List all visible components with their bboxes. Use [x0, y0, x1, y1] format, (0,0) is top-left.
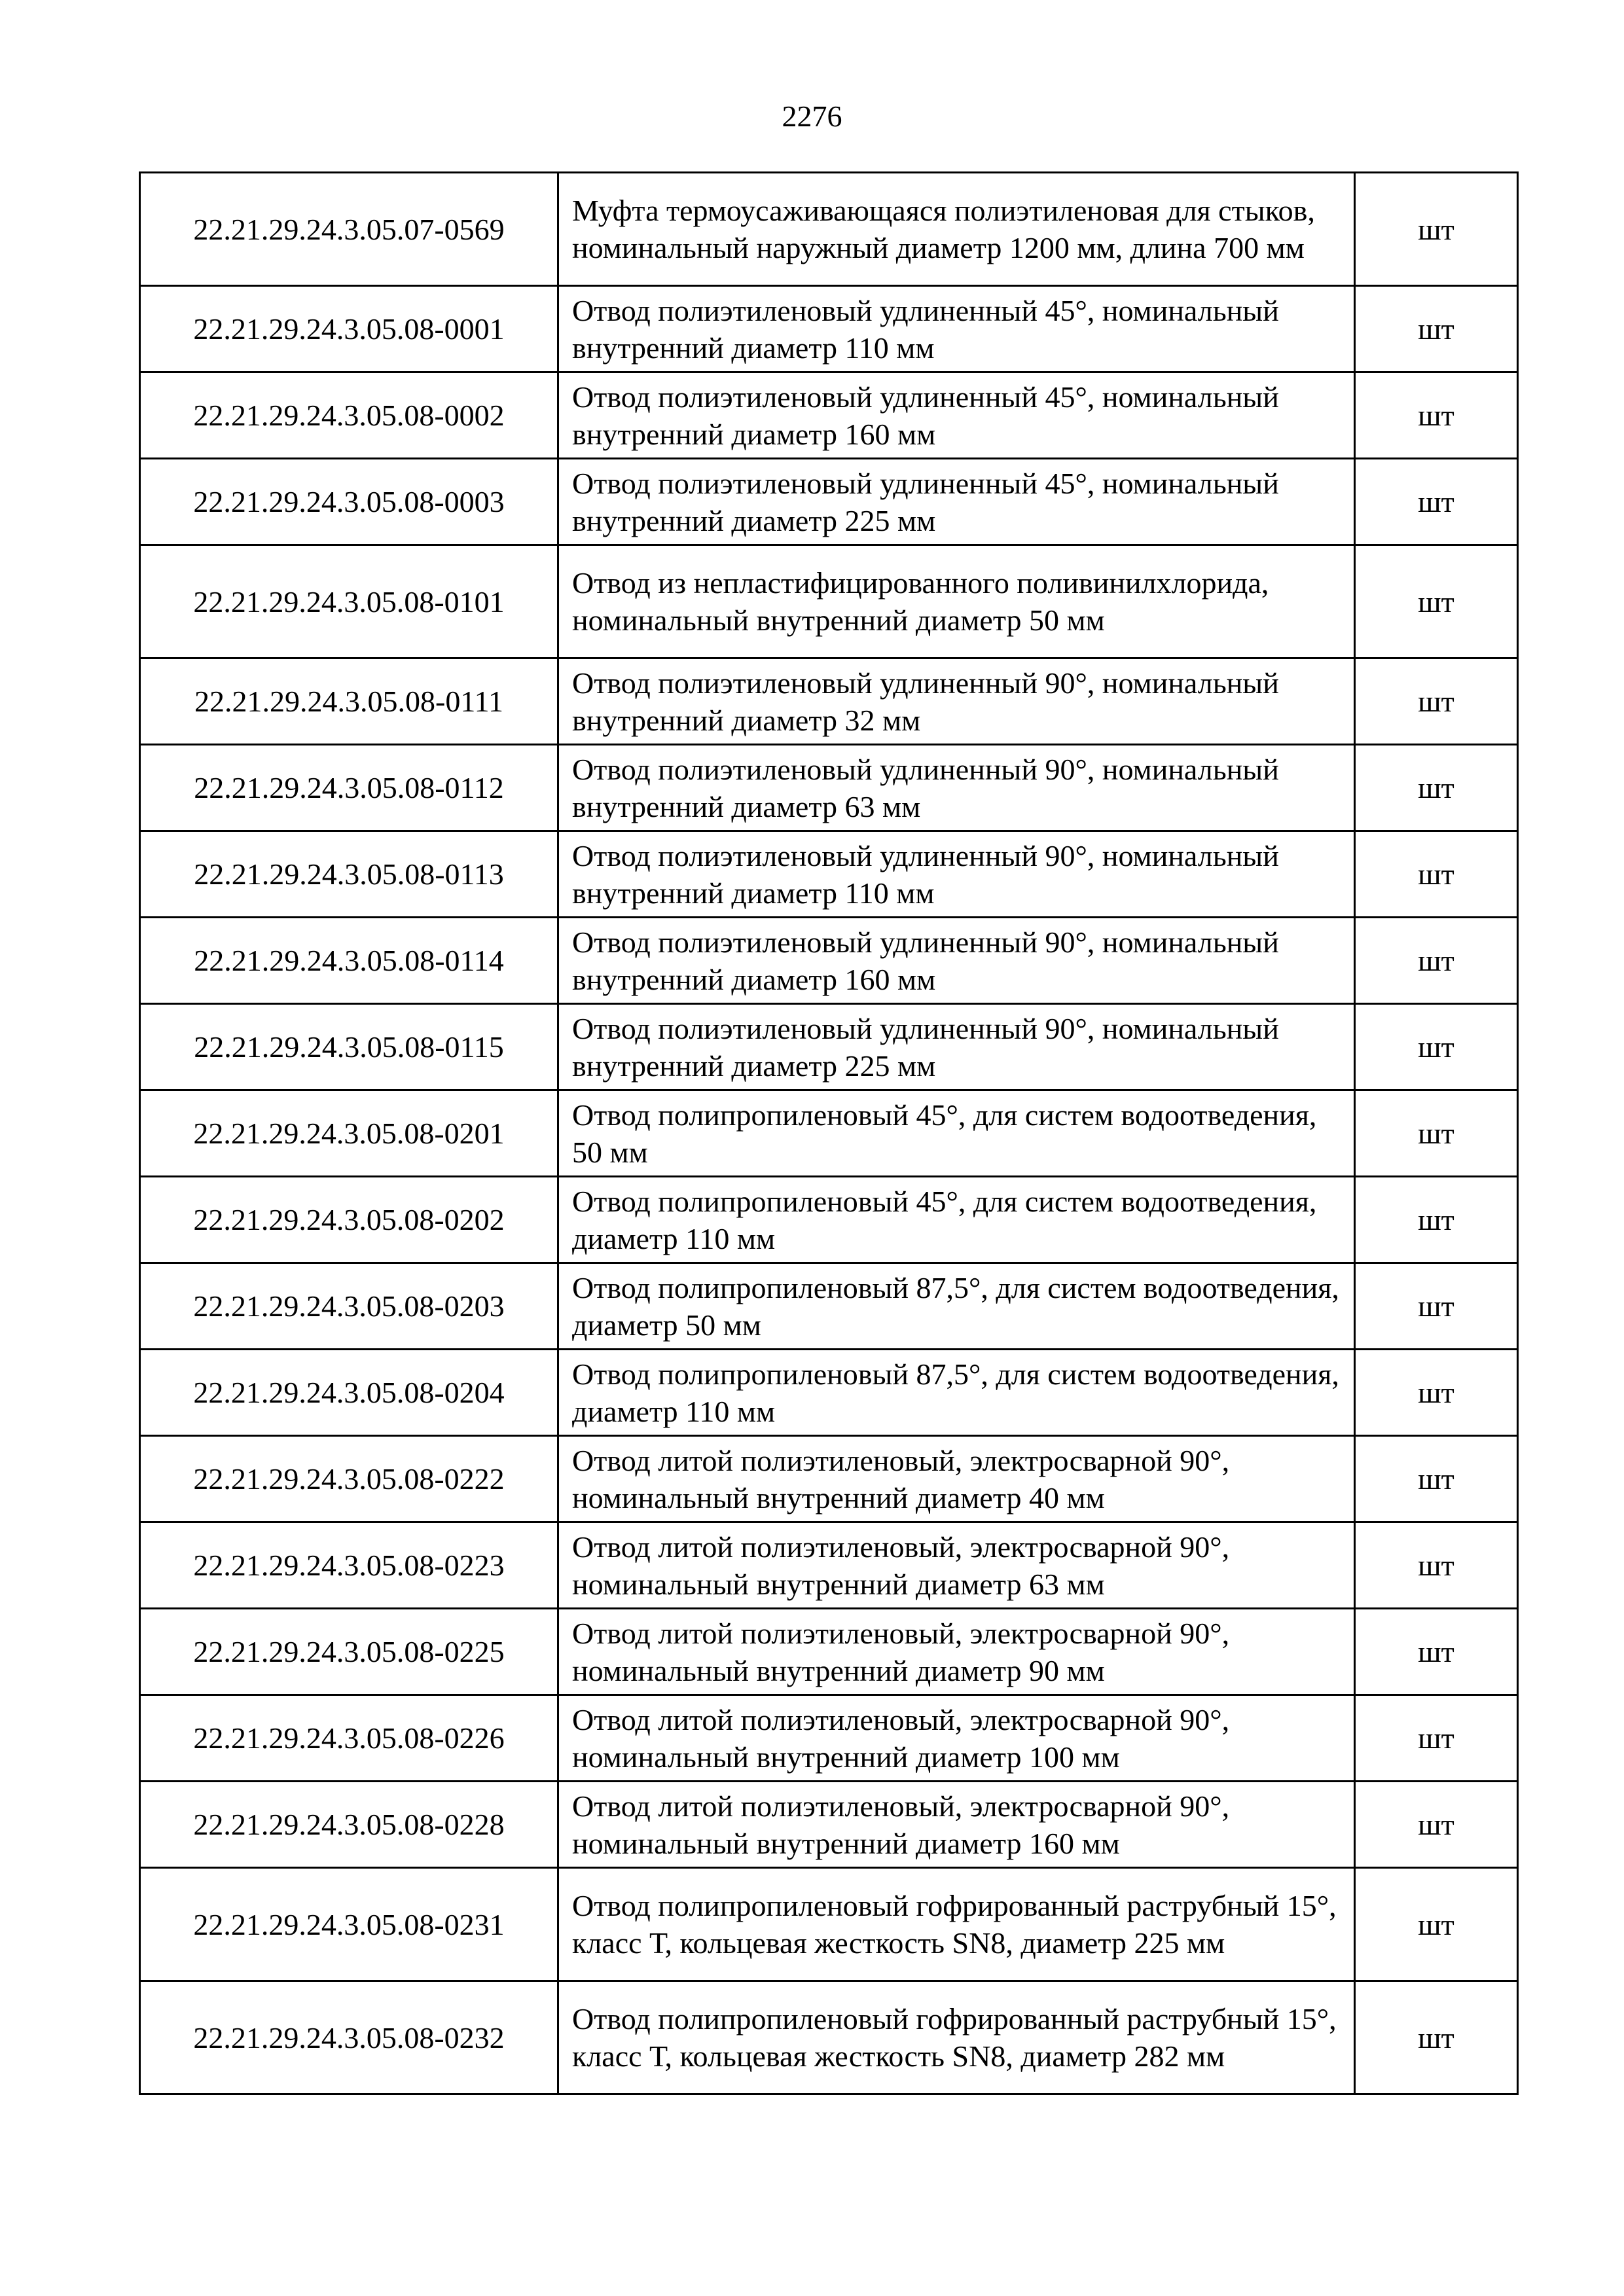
- resource-unit-cell: шт: [1355, 831, 1518, 918]
- resource-table: [139, 171, 1519, 2095]
- table-row: [140, 745, 1518, 831]
- resource-table-body: [140, 173, 1518, 2094]
- resource-description-cell: Отвод полипропиленовый 87,5°, для систем водоотведения, диаметр 110 мм: [558, 1350, 1355, 1436]
- resource-code-cell: 22.21.29.24.3.05.08-0226: [140, 1695, 558, 1782]
- resource-unit-cell: шт: [1355, 1609, 1518, 1695]
- resource-code-cell: 22.21.29.24.3.05.08-0225: [140, 1609, 558, 1695]
- resource-description-cell: Отвод из непластифицированного поливинилхлорида, номинальный внутренний диаметр 50 мм: [558, 545, 1355, 658]
- resource-unit-cell: шт: [1355, 1782, 1518, 1868]
- resource-description-cell: Отвод полипропиленовый 45°, для систем водоотведения, 50 мм: [558, 1090, 1355, 1177]
- table-row: [140, 286, 1518, 372]
- resource-description-cell: Отвод литой полиэтиленовый, электросварной 90°, номинальный внутренний диаметр 40 мм: [558, 1436, 1355, 1522]
- resource-unit-cell: шт: [1355, 372, 1518, 459]
- table-row: [140, 1522, 1518, 1609]
- resource-unit-cell: шт: [1355, 918, 1518, 1004]
- resource-code-cell: 22.21.29.24.3.05.08-0203: [140, 1263, 558, 1350]
- table-row: [140, 1090, 1518, 1177]
- resource-code-cell: 22.21.29.24.3.05.08-0111: [140, 658, 558, 745]
- table-row: [140, 1177, 1518, 1263]
- resource-description-cell: Отвод литой полиэтиленовый, электросварной 90°, номинальный внутренний диаметр 100 мм: [558, 1695, 1355, 1782]
- resource-description-cell: Отвод полиэтиленовый удлиненный 90°, номинальный внутренний диаметр 225 мм: [558, 1004, 1355, 1090]
- resource-code-cell: 22.21.29.24.3.05.08-0228: [140, 1782, 558, 1868]
- table-row: [140, 1695, 1518, 1782]
- resource-code-cell: 22.21.29.24.3.05.08-0113: [140, 831, 558, 918]
- table-row: [140, 1782, 1518, 1868]
- resource-unit-cell: шт: [1355, 658, 1518, 745]
- resource-description-cell: Отвод полипропиленовый 87,5°, для систем водоотведения, диаметр 50 мм: [558, 1263, 1355, 1350]
- resource-code-cell: 22.21.29.24.3.05.08-0112: [140, 745, 558, 831]
- table-row: [140, 1436, 1518, 1522]
- resource-code-cell: 22.21.29.24.3.05.08-0201: [140, 1090, 558, 1177]
- table-row: [140, 1350, 1518, 1436]
- resource-code-cell: 22.21.29.24.3.05.08-0001: [140, 286, 558, 372]
- resource-unit-cell: шт: [1355, 459, 1518, 545]
- resource-code-cell: 22.21.29.24.3.05.08-0232: [140, 1981, 558, 2094]
- table-row: [140, 1609, 1518, 1695]
- resource-description-cell: Отвод полиэтиленовый удлиненный 90°, номинальный внутренний диаметр 160 мм: [558, 918, 1355, 1004]
- table-row: [140, 658, 1518, 745]
- resource-code-cell: 22.21.29.24.3.05.08-0003: [140, 459, 558, 545]
- resource-code-cell: 22.21.29.24.3.05.08-0101: [140, 545, 558, 658]
- table-row: [140, 918, 1518, 1004]
- resource-unit-cell: шт: [1355, 1004, 1518, 1090]
- table-row: [140, 831, 1518, 918]
- resource-code-cell: 22.21.29.24.3.05.08-0222: [140, 1436, 558, 1522]
- resource-unit-cell: шт: [1355, 1868, 1518, 1981]
- resource-unit-cell: шт: [1355, 1436, 1518, 1522]
- resource-unit-cell: шт: [1355, 545, 1518, 658]
- table-row: [140, 372, 1518, 459]
- resource-unit-cell: шт: [1355, 1350, 1518, 1436]
- resource-unit-cell: шт: [1355, 1090, 1518, 1177]
- table-row: [140, 459, 1518, 545]
- resource-code-cell: 22.21.29.24.3.05.08-0114: [140, 918, 558, 1004]
- resource-code-cell: 22.21.29.24.3.05.08-0223: [140, 1522, 558, 1609]
- resource-description-cell: Отвод литой полиэтиленовый, электросварной 90°, номинальный внутренний диаметр 63 мм: [558, 1522, 1355, 1609]
- resource-code-cell: 22.21.29.24.3.05.08-0115: [140, 1004, 558, 1090]
- resource-code-cell: 22.21.29.24.3.05.08-0204: [140, 1350, 558, 1436]
- resource-unit-cell: шт: [1355, 173, 1518, 286]
- table-row: [140, 545, 1518, 658]
- resource-description-cell: Отвод полиэтиленовый удлиненный 90°, номинальный внутренний диаметр 32 мм: [558, 658, 1355, 745]
- table-row: [140, 1868, 1518, 1981]
- resource-unit-cell: шт: [1355, 1263, 1518, 1350]
- resource-unit-cell: шт: [1355, 745, 1518, 831]
- resource-description-cell: Отвод полипропиленовый гофрированный раструбный 15°, класс Т, кольцевая жесткость SN8, диаметр 282 мм: [558, 1981, 1355, 2094]
- resource-description-cell: Отвод полиэтиленовый удлиненный 90°, номинальный внутренний диаметр 110 мм: [558, 831, 1355, 918]
- resource-code-cell: 22.21.29.24.3.05.07-0569: [140, 173, 558, 286]
- resource-description-cell: Отвод полипропиленовый 45°, для систем водоотведения, диаметр 110 мм: [558, 1177, 1355, 1263]
- resource-description-cell: Отвод полипропиленовый гофрированный раструбный 15°, класс Т, кольцевая жесткость SN8, диаметр 225 мм: [558, 1868, 1355, 1981]
- resource-description-cell: Муфта термоусаживающаяся полиэтиленовая для стыков, номинальный наружный диаметр 1200 мм, длина 700 мм: [558, 173, 1355, 286]
- resource-unit-cell: шт: [1355, 1522, 1518, 1609]
- resource-description-cell: Отвод литой полиэтиленовый, электросварной 90°, номинальный внутренний диаметр 160 мм: [558, 1782, 1355, 1868]
- resource-description-cell: Отвод полиэтиленовый удлиненный 45°, номинальный внутренний диаметр 160 мм: [558, 372, 1355, 459]
- table-row: [140, 1004, 1518, 1090]
- resource-description-cell: Отвод полиэтиленовый удлиненный 45°, номинальный внутренний диаметр 110 мм: [558, 286, 1355, 372]
- resource-unit-cell: шт: [1355, 286, 1518, 372]
- table-row: [140, 173, 1518, 286]
- resource-unit-cell: шт: [1355, 1981, 1518, 2094]
- resource-code-cell: 22.21.29.24.3.05.08-0231: [140, 1868, 558, 1981]
- resource-description-cell: Отвод литой полиэтиленовый, электросварной 90°, номинальный внутренний диаметр 90 мм: [558, 1609, 1355, 1695]
- table-row: [140, 1981, 1518, 2094]
- resource-description-cell: Отвод полиэтиленовый удлиненный 45°, номинальный внутренний диаметр 225 мм: [558, 459, 1355, 545]
- resource-code-cell: 22.21.29.24.3.05.08-0002: [140, 372, 558, 459]
- resource-code-cell: 22.21.29.24.3.05.08-0202: [140, 1177, 558, 1263]
- page-number: 2276: [782, 99, 842, 133]
- resource-description-cell: Отвод полиэтиленовый удлиненный 90°, номинальный внутренний диаметр 63 мм: [558, 745, 1355, 831]
- table-row: [140, 1263, 1518, 1350]
- resource-unit-cell: шт: [1355, 1177, 1518, 1263]
- resource-unit-cell: шт: [1355, 1695, 1518, 1782]
